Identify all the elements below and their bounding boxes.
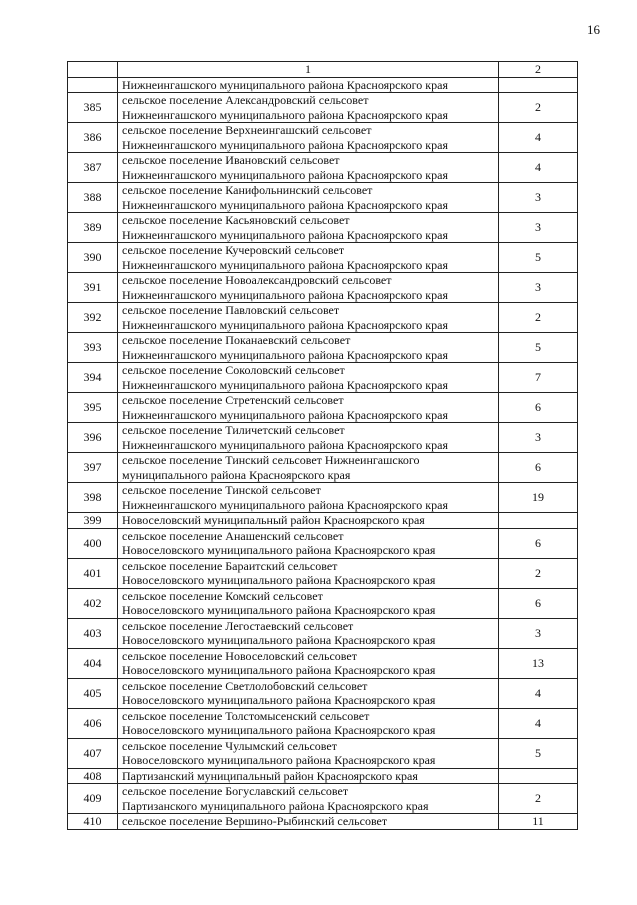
- row-number: 400: [68, 528, 118, 558]
- row-value: [499, 768, 578, 784]
- row-value: 13: [499, 648, 578, 678]
- row-name-line: муниципального района Красноярского края: [122, 467, 351, 482]
- row-name-line: Нижнеингашского муниципального района Красноярского края: [122, 377, 448, 392]
- table-row: [68, 784, 578, 814]
- table-row: [68, 648, 578, 678]
- row-name-line: Новоселовского муниципального района Красноярского края: [122, 633, 436, 647]
- row-name-line: сельское поселение Новоалександровский сельсовет: [122, 273, 392, 287]
- row-name-line: сельское поселение Новоселовский сельсовет: [122, 648, 357, 663]
- row-number: [68, 77, 118, 93]
- row-value: 2: [499, 93, 578, 123]
- row-name: [118, 153, 499, 183]
- row-name-line: Партизанского муниципального района Красноярского края: [122, 798, 429, 813]
- row-name: [118, 123, 499, 153]
- row-name-line: Нижнеингашского муниципального района Красноярского края: [122, 167, 448, 182]
- row-number: 410: [68, 814, 118, 830]
- row-value: 6: [499, 453, 578, 483]
- row-value: 6: [499, 588, 578, 618]
- row-name-line: сельское поселение Тинской сельсовет: [122, 483, 321, 497]
- row-number: 396: [68, 423, 118, 453]
- row-name-line: сельское поселение Толстомысенский сельсовет: [122, 708, 370, 723]
- table-row: [68, 513, 578, 529]
- row-number: 392: [68, 303, 118, 333]
- row-name: [118, 393, 499, 423]
- row-value: 6: [499, 528, 578, 558]
- row-name-line: Новоселовского муниципального района Красноярского края: [122, 753, 436, 767]
- row-name-line: Новоселовского муниципального района Красноярского края: [122, 693, 436, 707]
- row-name: [118, 588, 499, 618]
- row-number: 403: [68, 618, 118, 648]
- row-name-line: сельское поселение Поканаевский сельсовет: [122, 333, 351, 347]
- table-row: [68, 708, 578, 738]
- table-row: [68, 678, 578, 708]
- row-value: 3: [499, 183, 578, 213]
- row-name-line: сельское поселение Светлолобовский сельсовет: [122, 678, 368, 693]
- row-name-line: сельское поселение Чулымский сельсовет: [122, 738, 337, 753]
- table-header-row: [68, 62, 578, 78]
- table-row: [68, 273, 578, 303]
- row-name-line: Нижнеингашского муниципального района Красноярского края: [122, 317, 448, 332]
- row-name: [118, 273, 499, 303]
- row-name-line: Новоселовского муниципального района Красноярского края: [122, 663, 436, 677]
- row-name-line: сельское поселение Кучеровский сельсовет: [122, 243, 345, 257]
- table-row: [68, 93, 578, 123]
- row-name: [118, 303, 499, 333]
- row-number: 398: [68, 483, 118, 513]
- row-name-line: Нижнеингашского муниципального района Красноярского края: [122, 497, 448, 512]
- table-row: [68, 363, 578, 393]
- row-name-line: Нижнеингашского муниципального района Красноярского края: [122, 287, 448, 302]
- row-name: [118, 784, 499, 814]
- row-number: 408: [68, 768, 118, 784]
- row-number: 385: [68, 93, 118, 123]
- row-value: 2: [499, 303, 578, 333]
- row-name: [118, 243, 499, 273]
- row-number: 409: [68, 784, 118, 814]
- row-number: 402: [68, 588, 118, 618]
- row-number: 395: [68, 393, 118, 423]
- row-number: 391: [68, 273, 118, 303]
- row-value: 5: [499, 333, 578, 363]
- row-name-line: сельское поселение Стретенский сельсовет: [122, 393, 344, 407]
- header-cell-value: 2: [499, 62, 578, 78]
- row-name-line: сельское поселение Анашенский сельсовет: [122, 528, 344, 543]
- row-name-line: Нижнеингашского муниципального района Красноярского края: [122, 77, 448, 92]
- row-number: 406: [68, 708, 118, 738]
- row-name-line: Новоселовского муниципального района Красноярского края: [122, 573, 436, 587]
- row-value: 3: [499, 423, 578, 453]
- row-name: [118, 513, 499, 529]
- row-number: 390: [68, 243, 118, 273]
- row-name-line: Новоселовский муниципальный район Красноярского края: [122, 513, 425, 527]
- row-number: 388: [68, 183, 118, 213]
- row-name: [118, 213, 499, 243]
- row-number: 387: [68, 153, 118, 183]
- row-name-line: Нижнеингашского муниципального района Красноярского края: [122, 227, 448, 242]
- row-name: [118, 333, 499, 363]
- row-number: 399: [68, 513, 118, 529]
- row-name-line: Нижнеингашского муниципального района Красноярского края: [122, 107, 448, 122]
- row-name-line: сельское поселение Комский сельсовет: [122, 588, 323, 603]
- row-name-line: сельское поселение Легостаевский сельсовет: [122, 618, 354, 633]
- row-name: [118, 528, 499, 558]
- table-row: [68, 123, 578, 153]
- row-number: 394: [68, 363, 118, 393]
- row-name-line: сельское поселение Бараитский сельсовет: [122, 558, 338, 573]
- row-number: 407: [68, 738, 118, 768]
- table-row: [68, 153, 578, 183]
- row-number: 401: [68, 558, 118, 588]
- header-cell-name: 1: [118, 62, 499, 78]
- row-value: 19: [499, 483, 578, 513]
- table-body: [68, 77, 578, 829]
- row-name-line: сельское поселение Верхнеингашский сельсовет: [122, 123, 372, 137]
- row-name: [118, 483, 499, 513]
- row-value: 5: [499, 243, 578, 273]
- header-cell-number: [68, 62, 118, 78]
- table-row: [68, 183, 578, 213]
- row-name-line: Нижнеингашского муниципального района Красноярского края: [122, 437, 448, 452]
- table-row: [68, 528, 578, 558]
- table-row: [68, 453, 578, 483]
- page-number: 16: [587, 22, 600, 37]
- row-value: 5: [499, 738, 578, 768]
- table-row: [68, 303, 578, 333]
- row-name: [118, 768, 499, 784]
- row-name-line: Новоселовского муниципального района Красноярского края: [122, 723, 436, 737]
- row-name-line: Нижнеингашского муниципального района Красноярского края: [122, 137, 448, 152]
- row-number: 389: [68, 213, 118, 243]
- row-name-line: сельское поселение Ивановский сельсовет: [122, 153, 340, 167]
- row-name: [118, 708, 499, 738]
- row-name: [118, 453, 499, 483]
- row-name: [118, 618, 499, 648]
- row-name: [118, 814, 499, 830]
- row-name-line: сельское поселение Павловский сельсовет: [122, 303, 340, 317]
- row-name-line: Новоселовского муниципального района Красноярского края: [122, 603, 436, 617]
- row-name: [118, 738, 499, 768]
- row-number: 404: [68, 648, 118, 678]
- table-row: [68, 558, 578, 588]
- row-name: [118, 93, 499, 123]
- row-value: 11: [499, 814, 578, 830]
- row-name: [118, 558, 499, 588]
- table-row: [68, 77, 578, 93]
- row-value: 6: [499, 393, 578, 423]
- row-value: 4: [499, 678, 578, 708]
- table-row: [68, 588, 578, 618]
- table-row: [68, 393, 578, 423]
- row-value: 3: [499, 273, 578, 303]
- row-name-line: сельское поселение Касьяновский сельсовет: [122, 213, 350, 227]
- table-row: [68, 768, 578, 784]
- row-value: 4: [499, 153, 578, 183]
- row-number: 386: [68, 123, 118, 153]
- row-value: 3: [499, 618, 578, 648]
- table-row: [68, 618, 578, 648]
- row-name: [118, 183, 499, 213]
- row-name-line: Нижнеингашского муниципального района Красноярского края: [122, 197, 448, 212]
- municipal-table: [67, 61, 578, 830]
- row-name: [118, 648, 499, 678]
- table-row: [68, 213, 578, 243]
- row-value: 2: [499, 558, 578, 588]
- row-value: [499, 513, 578, 529]
- table-row: [68, 738, 578, 768]
- row-name: [118, 363, 499, 393]
- row-value: [499, 77, 578, 93]
- table-row: [68, 483, 578, 513]
- row-number: 397: [68, 453, 118, 483]
- row-name-line: сельское поселение Соколовский сельсовет: [122, 363, 345, 377]
- table-row: [68, 243, 578, 273]
- row-name-line: сельское поселение Александровский сельсовет: [122, 93, 369, 107]
- row-name-line: Нижнеингашского муниципального района Красноярского края: [122, 347, 448, 362]
- row-name-line: сельское поселение Вершино-Рыбинский сельсовет: [122, 814, 388, 828]
- row-name-line: сельское поселение Тиличетский сельсовет: [122, 423, 345, 437]
- row-value: 3: [499, 213, 578, 243]
- row-value: 4: [499, 123, 578, 153]
- table-row: [68, 333, 578, 363]
- row-name-line: Нижнеингашского муниципального района Красноярского края: [122, 407, 448, 422]
- row-value: 7: [499, 363, 578, 393]
- row-name-line: сельское поселение Богуславский сельсовет: [122, 784, 349, 798]
- row-name-line: Партизанский муниципальный район Красноярского края: [122, 768, 418, 783]
- row-value: 2: [499, 784, 578, 814]
- row-name: [118, 678, 499, 708]
- row-number: 405: [68, 678, 118, 708]
- row-name-line: сельское поселение Канифольнинский сельсовет: [122, 183, 373, 197]
- row-name: [118, 77, 499, 93]
- row-value: 4: [499, 708, 578, 738]
- row-number: 393: [68, 333, 118, 363]
- row-name-line: сельское поселение Тинский сельсовет Нижнеингашского: [122, 453, 420, 467]
- row-name-line: Новоселовского муниципального района Красноярского края: [122, 543, 436, 557]
- row-name-line: Нижнеингашского муниципального района Красноярского края: [122, 257, 448, 272]
- table-row: [68, 814, 578, 830]
- table-row: [68, 423, 578, 453]
- row-name: [118, 423, 499, 453]
